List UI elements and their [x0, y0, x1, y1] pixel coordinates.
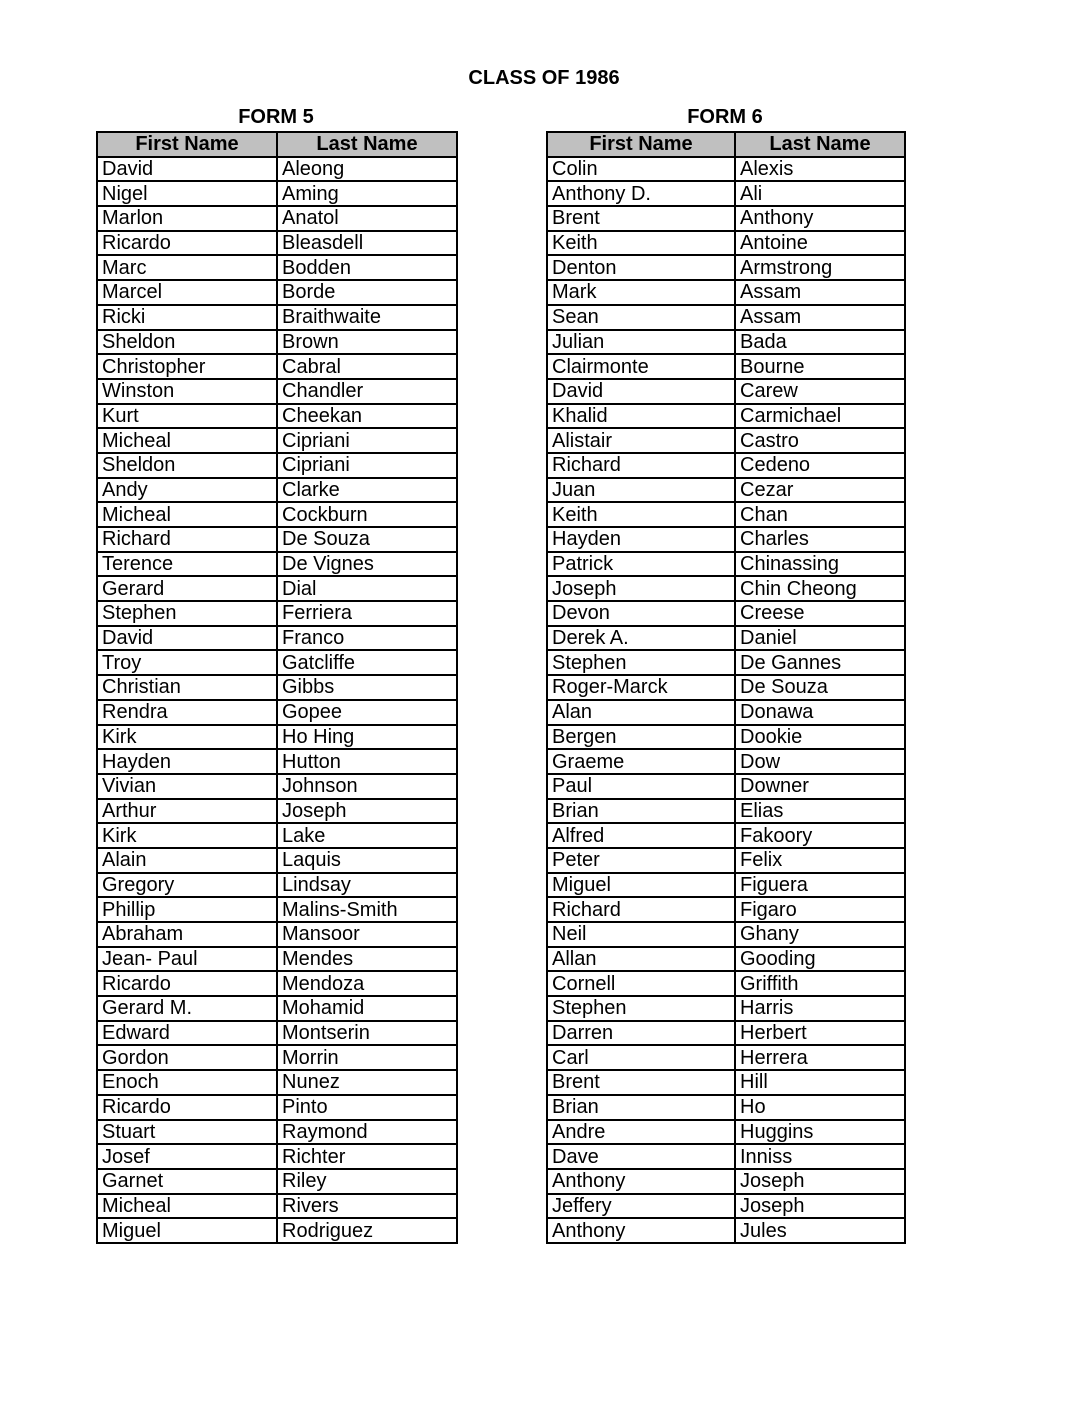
last-name-cell: Daniel — [735, 626, 905, 651]
last-name-cell: Brown — [277, 330, 457, 355]
first-name-cell: Ricardo — [97, 971, 277, 996]
table-row — [97, 848, 457, 873]
last-name-cell: Herrera — [735, 1045, 905, 1070]
table-row — [547, 502, 905, 527]
first-name-cell: Paul — [547, 774, 735, 799]
last-name-cell: Elias — [735, 799, 905, 824]
table-row — [97, 379, 457, 404]
last-name-cell: Ghany — [735, 922, 905, 947]
last-name-cell: Armstrong — [735, 255, 905, 280]
table-row — [547, 922, 905, 947]
first-name-cell: Phillip — [97, 897, 277, 922]
last-name-cell: De Souza — [277, 527, 457, 552]
first-name-cell: Brian — [547, 799, 735, 824]
first-name-cell: Carl — [547, 1045, 735, 1070]
first-name-cell: Dave — [547, 1144, 735, 1169]
first-name-cell: Neil — [547, 922, 735, 947]
first-name-cell: Miguel — [547, 873, 735, 898]
first-name-cell: Garnet — [97, 1169, 277, 1194]
table-row — [547, 823, 905, 848]
table-row — [97, 305, 457, 330]
table-row — [547, 478, 905, 503]
table-row — [547, 305, 905, 330]
table-row — [547, 626, 905, 651]
table-row — [97, 1144, 457, 1169]
last-name-cell: Creese — [735, 601, 905, 626]
last-name-cell: Johnson — [277, 774, 457, 799]
table-row — [547, 725, 905, 750]
table-row — [547, 700, 905, 725]
first-name-cell: Stephen — [547, 650, 735, 675]
first-name-cell: Alain — [97, 848, 277, 873]
table-row — [547, 1070, 905, 1095]
first-name-cell: Marlon — [97, 206, 277, 231]
first-name-cell: Ricki — [97, 305, 277, 330]
last-name-cell: Lindsay — [277, 873, 457, 898]
first-name-cell: Jean- Paul — [97, 947, 277, 972]
table-row — [547, 354, 905, 379]
first-name-cell: Cornell — [547, 971, 735, 996]
first-name-cell: Keith — [547, 231, 735, 256]
first-name-cell: Rendra — [97, 700, 277, 725]
first-name-cell: Richard — [547, 453, 735, 478]
last-name-cell: Riley — [277, 1169, 457, 1194]
last-name-cell: Aming — [277, 181, 457, 206]
table-row — [97, 255, 457, 280]
first-name-cell: Micheal — [97, 502, 277, 527]
first-name-cell: David — [547, 379, 735, 404]
last-name-cell: Mansoor — [277, 922, 457, 947]
table-row — [97, 650, 457, 675]
first-name-cell: Edward — [97, 1021, 277, 1046]
first-name-cell: Devon — [547, 601, 735, 626]
last-name-cell: Bourne — [735, 354, 905, 379]
table-row — [97, 552, 457, 577]
table-row — [547, 552, 905, 577]
first-name-cell: Hayden — [547, 527, 735, 552]
first-name-cell: Anthony — [547, 1169, 735, 1194]
first-name-cell: Anthony D. — [547, 181, 735, 206]
last-name-cell: De Vignes — [277, 552, 457, 577]
last-name-cell: Cabral — [277, 354, 457, 379]
last-name-cell: Cipriani — [277, 428, 457, 453]
first-name-cell: Brian — [547, 1095, 735, 1120]
first-name-cell: Alan — [547, 700, 735, 725]
last-name-cell: Bodden — [277, 255, 457, 280]
table-row — [547, 181, 905, 206]
first-name-cell: Winston — [97, 379, 277, 404]
last-name-cell: Joseph — [277, 799, 457, 824]
first-name-cell: Vivian — [97, 774, 277, 799]
last-name-cell: Ho — [735, 1095, 905, 1120]
first-name-cell: Enoch — [97, 1070, 277, 1095]
first-name-cell: Abraham — [97, 922, 277, 947]
first-name-cell: Mark — [547, 280, 735, 305]
form-5-table — [96, 131, 458, 1244]
table-row — [547, 1095, 905, 1120]
last-name-header: Last Name — [277, 132, 457, 157]
last-name-cell: Fakoory — [735, 823, 905, 848]
table-row — [97, 897, 457, 922]
last-name-cell: Cezar — [735, 478, 905, 503]
last-name-cell: Aleong — [277, 157, 457, 182]
table-row — [97, 601, 457, 626]
table-row — [97, 280, 457, 305]
table-row — [97, 971, 457, 996]
form-6-table — [546, 131, 906, 1244]
last-name-cell: Ferriera — [277, 601, 457, 626]
last-name-cell: Chinassing — [735, 552, 905, 577]
table-row — [547, 1144, 905, 1169]
first-name-cell: Stephen — [547, 996, 735, 1021]
last-name-cell: Raymond — [277, 1120, 457, 1145]
last-name-cell: Cockburn — [277, 502, 457, 527]
form-5-rows — [97, 157, 457, 1243]
table-row — [547, 774, 905, 799]
last-name-cell: Griffith — [735, 971, 905, 996]
table-row — [97, 502, 457, 527]
table-row — [547, 848, 905, 873]
first-name-header: First Name — [97, 132, 277, 157]
table-row — [97, 453, 457, 478]
table-row — [547, 453, 905, 478]
table-row — [547, 1194, 905, 1219]
table-row — [97, 873, 457, 898]
last-name-cell: Morrin — [277, 1045, 457, 1070]
table-row — [547, 601, 905, 626]
first-name-cell: Hayden — [97, 749, 277, 774]
header-row — [97, 132, 457, 157]
last-name-cell: Nunez — [277, 1070, 457, 1095]
form-title: FORM 6 — [687, 106, 763, 128]
header-row — [547, 132, 905, 157]
first-name-cell: Derek A. — [547, 626, 735, 651]
first-name-cell: Kirk — [97, 725, 277, 750]
last-name-cell: Castro — [735, 428, 905, 453]
table-row — [97, 206, 457, 231]
last-name-cell: Huggins — [735, 1120, 905, 1145]
first-name-cell: Nigel — [97, 181, 277, 206]
table-row — [97, 478, 457, 503]
table-row — [547, 576, 905, 601]
last-name-cell: Richter — [277, 1144, 457, 1169]
table-row — [547, 428, 905, 453]
table-row — [97, 700, 457, 725]
last-name-cell: Hutton — [277, 749, 457, 774]
table-row — [547, 157, 905, 182]
last-name-cell: Donawa — [735, 700, 905, 725]
table-row — [97, 181, 457, 206]
first-name-cell: Richard — [547, 897, 735, 922]
table-row — [547, 650, 905, 675]
first-name-cell: Roger-Marck — [547, 675, 735, 700]
first-name-cell: Gregory — [97, 873, 277, 898]
last-name-cell: Bleasdell — [277, 231, 457, 256]
first-name-cell: Andy — [97, 478, 277, 503]
last-name-cell: Cipriani — [277, 453, 457, 478]
first-name-cell: Denton — [547, 255, 735, 280]
table-row — [547, 1045, 905, 1070]
table-row — [547, 996, 905, 1021]
last-name-cell: Ali — [735, 181, 905, 206]
table-row — [547, 404, 905, 429]
last-name-cell: Dookie — [735, 725, 905, 750]
last-name-cell: Borde — [277, 280, 457, 305]
first-name-cell: Christopher — [97, 354, 277, 379]
last-name-cell: Joseph — [735, 1169, 905, 1194]
last-name-cell: Rivers — [277, 1194, 457, 1219]
table-row — [97, 675, 457, 700]
table-row — [547, 947, 905, 972]
table-row — [97, 725, 457, 750]
first-name-cell: Micheal — [97, 428, 277, 453]
table-row — [97, 1045, 457, 1070]
first-name-cell: Anthony — [547, 1218, 735, 1243]
last-name-cell: Braithwaite — [277, 305, 457, 330]
first-name-cell: Alfred — [547, 823, 735, 848]
first-name-cell: David — [97, 626, 277, 651]
last-name-cell: Mendoza — [277, 971, 457, 996]
last-name-cell: Figuera — [735, 873, 905, 898]
table-row — [97, 1194, 457, 1219]
table-row — [97, 1120, 457, 1145]
last-name-cell: Montserin — [277, 1021, 457, 1046]
last-name-cell: Rodriguez — [277, 1218, 457, 1243]
table-row — [547, 255, 905, 280]
table-row — [547, 897, 905, 922]
first-name-cell: Miguel — [97, 1218, 277, 1243]
table-row — [97, 1095, 457, 1120]
last-name-cell: Joseph — [735, 1194, 905, 1219]
first-name-cell: Arthur — [97, 799, 277, 824]
first-name-cell: Clairmonte — [547, 354, 735, 379]
first-name-cell: Brent — [547, 206, 735, 231]
table-row — [97, 404, 457, 429]
first-name-cell: Stephen — [97, 601, 277, 626]
last-name-cell: Harris — [735, 996, 905, 1021]
table-row — [97, 354, 457, 379]
last-name-cell: Gooding — [735, 947, 905, 972]
first-name-cell: Kirk — [97, 823, 277, 848]
last-name-cell: Alexis — [735, 157, 905, 182]
last-name-cell: Chin Cheong — [735, 576, 905, 601]
last-name-cell: Inniss — [735, 1144, 905, 1169]
first-name-cell: Julian — [547, 330, 735, 355]
first-name-cell: Khalid — [547, 404, 735, 429]
last-name-cell: Assam — [735, 305, 905, 330]
form-6-rows — [547, 157, 905, 1243]
first-name-cell: Jeffery — [547, 1194, 735, 1219]
first-name-cell: Andre — [547, 1120, 735, 1145]
first-name-cell: Allan — [547, 947, 735, 972]
table-row — [547, 971, 905, 996]
first-name-cell: Juan — [547, 478, 735, 503]
table-row — [547, 675, 905, 700]
first-name-cell: Bergen — [547, 725, 735, 750]
first-name-cell: Kurt — [97, 404, 277, 429]
last-name-cell: Carmichael — [735, 404, 905, 429]
last-name-cell: Clarke — [277, 478, 457, 503]
first-name-cell: Ricardo — [97, 231, 277, 256]
first-name-cell: David — [97, 157, 277, 182]
last-name-cell: Bada — [735, 330, 905, 355]
first-name-cell: Sean — [547, 305, 735, 330]
last-name-cell: Franco — [277, 626, 457, 651]
last-name-cell: Downer — [735, 774, 905, 799]
page-title: CLASS OF 1986 — [468, 67, 620, 89]
first-name-cell: Graeme — [547, 749, 735, 774]
first-name-cell: Gerard — [97, 576, 277, 601]
first-name-cell: Terence — [97, 552, 277, 577]
table-row — [547, 873, 905, 898]
last-name-cell: Mendes — [277, 947, 457, 972]
last-name-cell: Cedeno — [735, 453, 905, 478]
first-name-header: First Name — [547, 132, 735, 157]
table-row — [547, 330, 905, 355]
first-name-cell: Christian — [97, 675, 277, 700]
first-name-cell: Alistair — [547, 428, 735, 453]
table-row — [97, 749, 457, 774]
table-row — [547, 1021, 905, 1046]
first-name-cell: Josef — [97, 1144, 277, 1169]
first-name-cell: Richard — [97, 527, 277, 552]
last-name-cell: Antoine — [735, 231, 905, 256]
table-row — [547, 1120, 905, 1145]
table-row — [97, 996, 457, 1021]
last-name-cell: Anthony — [735, 206, 905, 231]
last-name-cell: Ho Hing — [277, 725, 457, 750]
table-row — [97, 1218, 457, 1243]
last-name-cell: Dial — [277, 576, 457, 601]
last-name-cell: Hill — [735, 1070, 905, 1095]
last-name-cell: Mohamid — [277, 996, 457, 1021]
last-name-cell: Charles — [735, 527, 905, 552]
last-name-cell: Jules — [735, 1218, 905, 1243]
table-row — [97, 774, 457, 799]
table-row — [97, 428, 457, 453]
last-name-cell: Malins-Smith — [277, 897, 457, 922]
first-name-cell: Sheldon — [97, 453, 277, 478]
first-name-cell: Gordon — [97, 1045, 277, 1070]
last-name-cell: Felix — [735, 848, 905, 873]
form-5-section — [96, 105, 456, 1244]
first-name-cell: Ricardo — [97, 1095, 277, 1120]
table-row — [97, 823, 457, 848]
table-row — [547, 527, 905, 552]
first-name-cell: Brent — [547, 1070, 735, 1095]
table-row — [97, 1169, 457, 1194]
last-name-cell: Gatcliffe — [277, 650, 457, 675]
last-name-cell: Cheekan — [277, 404, 457, 429]
last-name-cell: Gopee — [277, 700, 457, 725]
first-name-cell: Peter — [547, 848, 735, 873]
last-name-cell: Pinto — [277, 1095, 457, 1120]
last-name-cell: Figaro — [735, 897, 905, 922]
table-row — [97, 527, 457, 552]
last-name-cell: Laquis — [277, 848, 457, 873]
table-row — [97, 231, 457, 256]
first-name-cell: Patrick — [547, 552, 735, 577]
table-row — [547, 1169, 905, 1194]
last-name-cell: Chan — [735, 502, 905, 527]
table-row — [97, 922, 457, 947]
first-name-cell: Joseph — [547, 576, 735, 601]
last-name-cell: De Souza — [735, 675, 905, 700]
last-name-cell: De Gannes — [735, 650, 905, 675]
first-name-cell: Colin — [547, 157, 735, 182]
first-name-cell: Keith — [547, 502, 735, 527]
first-name-cell: Gerard M. — [97, 996, 277, 1021]
last-name-cell: Carew — [735, 379, 905, 404]
table-row — [547, 231, 905, 256]
first-name-cell: Darren — [547, 1021, 735, 1046]
last-name-header: Last Name — [735, 132, 905, 157]
last-name-cell: Assam — [735, 280, 905, 305]
table-row — [97, 1021, 457, 1046]
table-row — [547, 1218, 905, 1243]
form-title: FORM 5 — [238, 106, 314, 128]
table-row — [547, 379, 905, 404]
last-name-cell: Herbert — [735, 1021, 905, 1046]
table-row — [97, 330, 457, 355]
table-row — [547, 799, 905, 824]
table-row — [97, 157, 457, 182]
table-row — [97, 1070, 457, 1095]
table-row — [97, 626, 457, 651]
table-row — [547, 280, 905, 305]
table-row — [97, 576, 457, 601]
last-name-cell: Lake — [277, 823, 457, 848]
table-row — [547, 749, 905, 774]
last-name-cell: Dow — [735, 749, 905, 774]
table-row — [547, 206, 905, 231]
last-name-cell: Chandler — [277, 379, 457, 404]
first-name-cell: Micheal — [97, 1194, 277, 1219]
first-name-cell: Marc — [97, 255, 277, 280]
first-name-cell: Sheldon — [97, 330, 277, 355]
form-6-section — [546, 105, 904, 1244]
first-name-cell: Troy — [97, 650, 277, 675]
first-name-cell: Marcel — [97, 280, 277, 305]
table-row — [97, 799, 457, 824]
table-row — [97, 947, 457, 972]
last-name-cell: Gibbs — [277, 675, 457, 700]
first-name-cell: Stuart — [97, 1120, 277, 1145]
last-name-cell: Anatol — [277, 206, 457, 231]
